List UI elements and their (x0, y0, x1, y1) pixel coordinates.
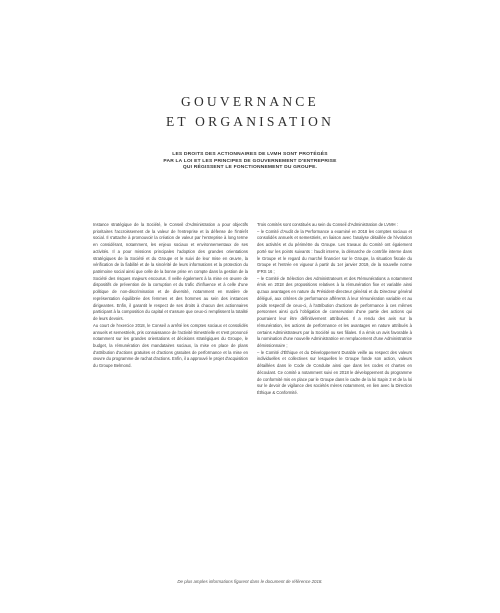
title-line-1: GOUVERNANCE (181, 94, 319, 109)
right-paragraph-3: – le Comité de Sélection des Administrateurs et des Rémunérations a notamment émis en 2018 des propositions relatives à la rémunération fixe et variable ainsi qu'aux avantages en nature du Président-directeur général et du Directeur général délégué, aux critères de performance afférents à leur rémunération variable et au poids respectif de ceux-ci, à l'attribution d'actions de performance à ces mêmes personnes ainsi qu'à l'obligation de conservation d'une partie des actions qui pourraient leur être définitivement attribuées. Il a rendu des avis sur la rémunération, les actions de performance et les avantages en nature attribués à certains Administrateurs par la Société ou ses filiales. Il a émis un avis favorable à la nomination d'une nouvelle Administratrice en remplacement d'une Administratrice démissionnaire ; (257, 275, 412, 348)
footer-note: De plus amples informations figurent dans le document de référence 2018. (177, 579, 323, 584)
left-paragraph-2: Au court de l'exercice 2018, le Conseil a arrêté les comptes sociaux et consolidés annuels et semestriels, pris connaissance de l'activité trimestrielle et s'est prononcé notamment sur les grandes orientations et décisions stratégiques du Groupe, le budget, la rémunération des mandataires sociaux, la mise en place de plans d'attribution d'actions gratuites et d'actions gratuites de performance et la mise en œuvre du programme de rachat d'actions. Enfin, il a approuvé le projet d'acquisition du Groupe Belmond. (93, 322, 248, 369)
left-column (93, 222, 248, 370)
title-line-2: ET ORGANISATION (165, 114, 335, 129)
right-paragraph-2: – le Comité d'Audit de la Performance a examiné en 2018 les comptes sociaux et consolidés annuels et semestriels, en liaison avec l'analyse détaillée de l'évolution des activités et du périmètre du Groupe. Les travaux du Comité ont également porté sur les points suivants : l'audit interne, la démarche de contrôle interne dans le Groupe et le regard du marché financier sur le Groupe, la situation fiscale du Groupe et l'entrée en vigueur à partir du 1er janvier 2019, de la nouvelle norme IFRS 16 ; (257, 228, 412, 275)
right-paragraph-1: Trois comités sont constitués au sein du Conseil d'Administration de LVMH : (257, 222, 398, 227)
intro-line-1: LES DROITS DES ACTIONNAIRES DE LVMH SONT PROTÉGÉS (172, 152, 328, 157)
left-paragraph-1: Instance stratégique de la Société, le Conseil d'Administration a pour objectifs prioritaires l'accroissement de la valeur de l'entreprise et la défense de l'intérêt social. Il s'attache à promouvoir la création de valeur par l'entreprise à long terme en considérant, notamment, les enjeux sociaux et environnementaux de ses activités. Il a pour missions principales l'adoption des grandes orientations stratégiques de la Société et du Groupe et le suivi de leur mise en œuvre, la vérification de la fiabilité et de la sincérité de leurs informations et la protection du patrimoine social ainsi que celle de la bonne prise en compte dans la gestion de la Société des risques majeurs encourus. Il veille également à la mise en œuvre de dispositifs de prévention de la corruption et du trafic d'influence et à celle d'une politique de non-discrimination et de diversité, notamment en matière de représentation équilibrée des femmes et des hommes au sein des instances dirigeantes. Enfin, il garantit le respect de ses droits à chacun des actionnaires participant à la composition du capital et s'assure que ceux-ci remplissent la totalité de leurs devoirs. (93, 222, 248, 322)
intro-line-3: QUI RÉGISSENT LE FONCTIONNEMENT DU GROUPE. (182, 165, 318, 171)
right-column (257, 222, 412, 397)
right-paragraph-4: – le Comité d'Éthique et du Développement Durable veille au respect des valeurs individuelles et collectives sur lesquelles le Groupe fonde son action, valeurs détaillées dans le Code de Conduite ainsi que dans les codes et chartes en découlant. Ce comité a notamment suivi en 2018 le développement du programme de conformité mis en place par le Groupe dans le cadre de la loi Sapin 2 et de la loi sur le devoir de vigilance des sociétés mères notamment, en lien avec la Direction Éthique & Conformité. (257, 349, 412, 395)
intro-line-2: PAR LA LOI ET LES PRINCIPES DE GOUVERNEMENT D'ENTREPRISE (163, 158, 337, 164)
intro-statement (100, 152, 400, 172)
